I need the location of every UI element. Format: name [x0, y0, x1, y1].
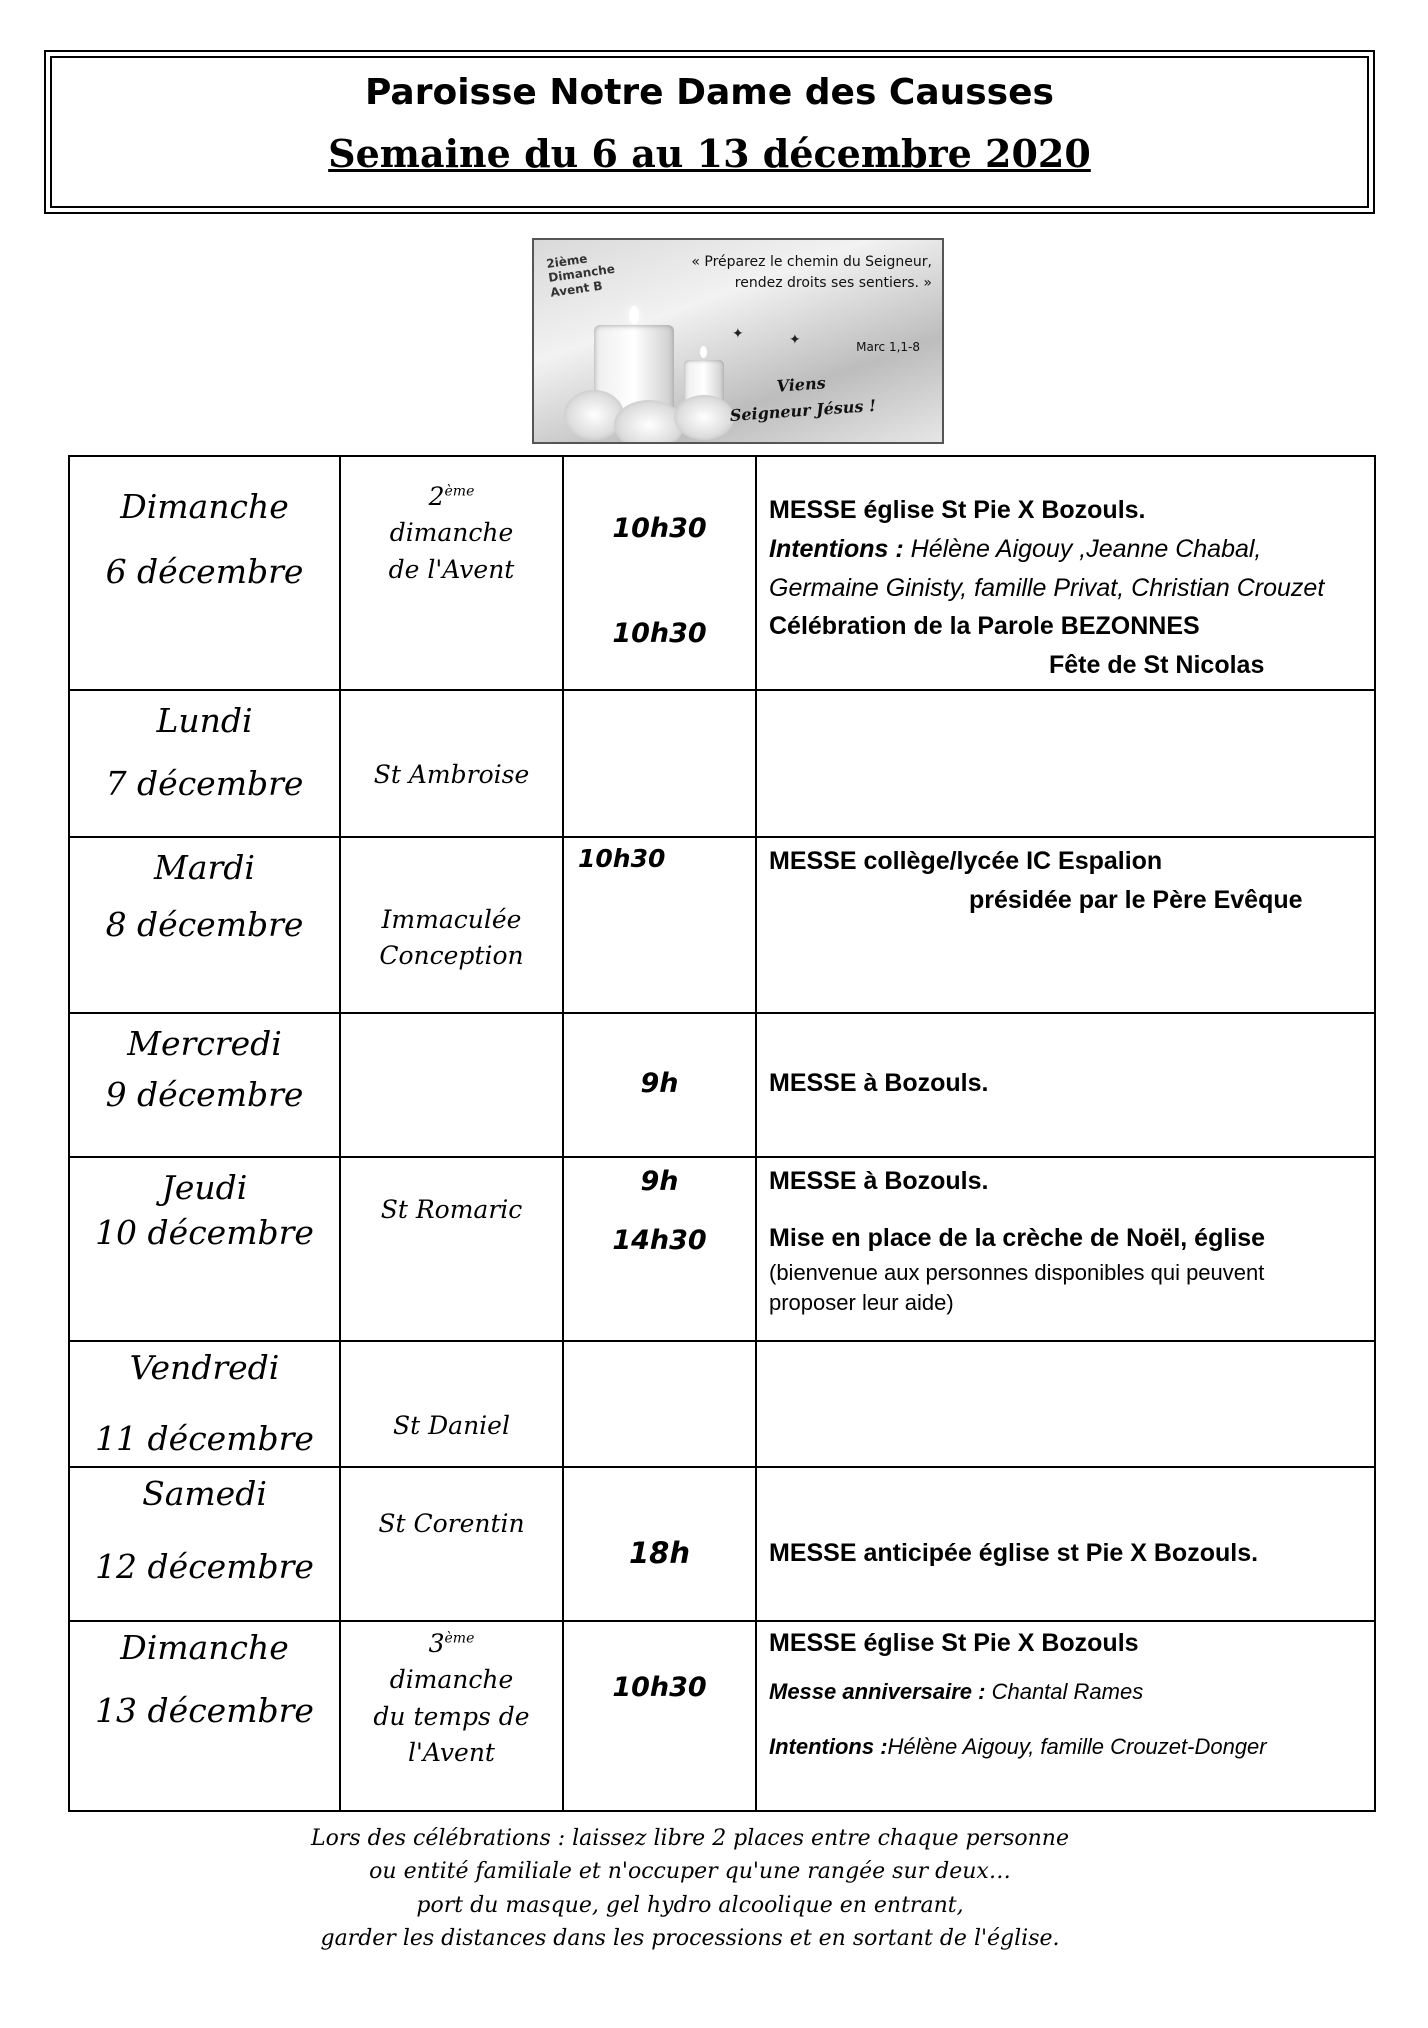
feast-sup: ème [444, 1630, 475, 1647]
time-value: 9h [640, 1166, 679, 1197]
advent-banner-image [532, 238, 944, 444]
time-cell [563, 1467, 756, 1621]
time-cell [563, 1621, 756, 1811]
table-row [69, 690, 1375, 837]
feast-line: St Ambroise [373, 760, 530, 789]
feast-line: St Corentin [378, 1509, 525, 1538]
butterfly-icon: ✦ [732, 326, 744, 342]
header-box [50, 56, 1369, 208]
time-value: 10h30 [612, 513, 707, 544]
description-line: présidée par le Père Evêque [969, 885, 1303, 914]
description-cell [756, 1621, 1375, 1811]
time-value: 18h [628, 1536, 690, 1570]
feast-cell [340, 837, 563, 1013]
description-text: Chantal Rames [985, 1678, 1144, 1704]
table-row [69, 456, 1375, 690]
time-cell [563, 690, 756, 837]
day-name: Lundi [156, 701, 253, 740]
time-value: 10h30 [612, 1672, 707, 1703]
banner-reference: Marc 1,1-8 [856, 340, 920, 354]
description-line: Germaine Ginisty, famille Privat, Christian Crouzet [769, 573, 1325, 602]
time-cell [563, 456, 756, 690]
time-cell [563, 1013, 756, 1157]
feast-line: l'Avent [408, 1737, 495, 1767]
feast-cell [340, 1621, 563, 1811]
description-label: Messe anniversaire : [769, 1678, 986, 1704]
feast-line [341, 479, 562, 515]
instruction-line: port du masque, gel hydro alcoolique en entrant, [416, 1892, 964, 1918]
feast-cell [340, 1467, 563, 1621]
day-name: Mercredi [127, 1024, 282, 1063]
feast-line: Immaculée [381, 905, 522, 934]
feast-line: dimanche [389, 1665, 514, 1695]
day-date: 10 décembre [95, 1213, 314, 1253]
table-row [69, 1013, 1375, 1157]
feast-line: du temps de [373, 1701, 530, 1731]
feast-line: Conception [379, 941, 524, 971]
feast-cell [340, 1013, 563, 1157]
feast-number: 2 [428, 482, 445, 511]
table-row [69, 1467, 1375, 1621]
day-date: 9 décembre [105, 1075, 304, 1115]
feast-cell [340, 1157, 563, 1341]
time-cell [563, 1341, 756, 1467]
description-cell [756, 837, 1375, 1013]
time-value: 10h30 [612, 618, 707, 649]
description-line: MESSE à Bozouls. [769, 1167, 989, 1195]
table-row [69, 1157, 1375, 1341]
description-cell [756, 1467, 1375, 1621]
description-cell [756, 1341, 1375, 1467]
description-line: MESSE à Bozouls. [769, 1069, 989, 1097]
description-text: Hélène Aigouy, famille Crouzet-Donger [887, 1733, 1267, 1759]
day-cell [69, 1467, 340, 1621]
description-cell [756, 1013, 1375, 1157]
week-title: Semaine du 6 au 13 décembre 2020 [328, 131, 1091, 176]
feast-sup: ème [444, 483, 475, 500]
feast-line: dimanche [389, 518, 514, 548]
instruction-line: garder les distances dans les processions et en sortant de l'église. [320, 1926, 1060, 1952]
feast-cell [340, 456, 563, 690]
day-date: 8 décembre [105, 905, 304, 945]
day-name: Jeudi [161, 1168, 248, 1207]
schedule-table [68, 455, 1376, 1812]
feast-number: 3 [428, 1629, 445, 1658]
description-text: Hélène Aigouy ,Jeanne Chabal, [903, 534, 1262, 563]
banner-viens [700, 365, 903, 430]
flame-icon [700, 346, 707, 358]
parish-title: Paroisse Notre Dame des Causses [365, 72, 1054, 113]
feast-line: St Romaric [380, 1195, 523, 1224]
feast-line: St Daniel [393, 1411, 510, 1440]
time-value: 9h [640, 1068, 679, 1099]
day-name: Dimanche [120, 1628, 289, 1667]
banner-viens-line: Seigneur Jésus ! [729, 395, 877, 425]
banner-quote-line: rendez droits ses sentiers. » [734, 275, 932, 291]
table-row [69, 1621, 1375, 1811]
feast-cell [340, 690, 563, 837]
description-line: proposer leur aide) [769, 1290, 954, 1316]
description-label: Intentions : [769, 534, 904, 563]
time-cell [563, 837, 756, 1013]
day-cell [69, 456, 340, 690]
banner-viens-line: Viens [775, 373, 827, 396]
day-date: 13 décembre [95, 1691, 314, 1731]
time-value: 14h30 [612, 1225, 707, 1256]
day-name: Vendredi [129, 1348, 280, 1387]
banner-quote [682, 252, 932, 294]
description-line: MESSE église St Pie X Bozouls [769, 1629, 1139, 1657]
description-line [769, 1732, 1374, 1763]
covid-instructions [100, 1822, 1280, 1956]
table-row [69, 837, 1375, 1013]
day-name: Samedi [142, 1474, 267, 1513]
day-cell [69, 1013, 340, 1157]
day-date: 7 décembre [105, 764, 304, 804]
day-cell [69, 1157, 340, 1341]
feast-cell [340, 1341, 563, 1467]
flame-icon [629, 306, 639, 324]
description-line [769, 1677, 1374, 1708]
feast-line: de l'Avent [388, 554, 515, 584]
description-cell [756, 690, 1375, 837]
instruction-line: Lors des célébrations : laissez libre 2 places entre chaque personne [311, 1826, 1069, 1851]
day-name: Dimanche [120, 487, 289, 526]
description-line: MESSE anticipée église st Pie X Bozouls. [769, 1539, 1259, 1567]
day-cell [69, 1341, 340, 1467]
flower-icon [614, 400, 684, 444]
day-cell [69, 1621, 340, 1811]
description-line: Fête de St Nicolas [1049, 651, 1265, 679]
banner-tag: 2ième Dimanche Avent B [545, 251, 616, 300]
description-label: Intentions : [769, 1733, 888, 1759]
feast-line [341, 1626, 562, 1662]
table-row [69, 1341, 1375, 1467]
description-line: Mise en place de la crèche de Noël, église [769, 1223, 1266, 1252]
description-cell [756, 1157, 1375, 1341]
banner-quote-line: « Préparez le chemin du Seigneur, [691, 254, 932, 270]
day-date: 11 décembre [95, 1419, 314, 1459]
description-cell [756, 456, 1375, 690]
description-line: (bienvenue aux personnes disponibles qui peuvent [769, 1259, 1265, 1285]
description-line: MESSE collège/lycée IC Espalion [769, 847, 1163, 875]
day-cell [69, 690, 340, 837]
time-cell [563, 1157, 756, 1341]
instruction-line: ou entité familiale et n'occuper qu'une rangée sur deux… [369, 1859, 1011, 1885]
day-cell [69, 837, 340, 1013]
day-date: 12 décembre [95, 1547, 314, 1587]
description-line [769, 530, 1374, 569]
time-value: 10h30 [578, 844, 666, 873]
day-date: 6 décembre [105, 552, 304, 592]
description-line: Célébration de la Parole BEZONNES [769, 612, 1200, 641]
description-line: MESSE église St Pie X Bozouls. [769, 496, 1146, 524]
butterfly-icon: ✦ [789, 332, 801, 348]
day-name: Mardi [154, 848, 255, 887]
